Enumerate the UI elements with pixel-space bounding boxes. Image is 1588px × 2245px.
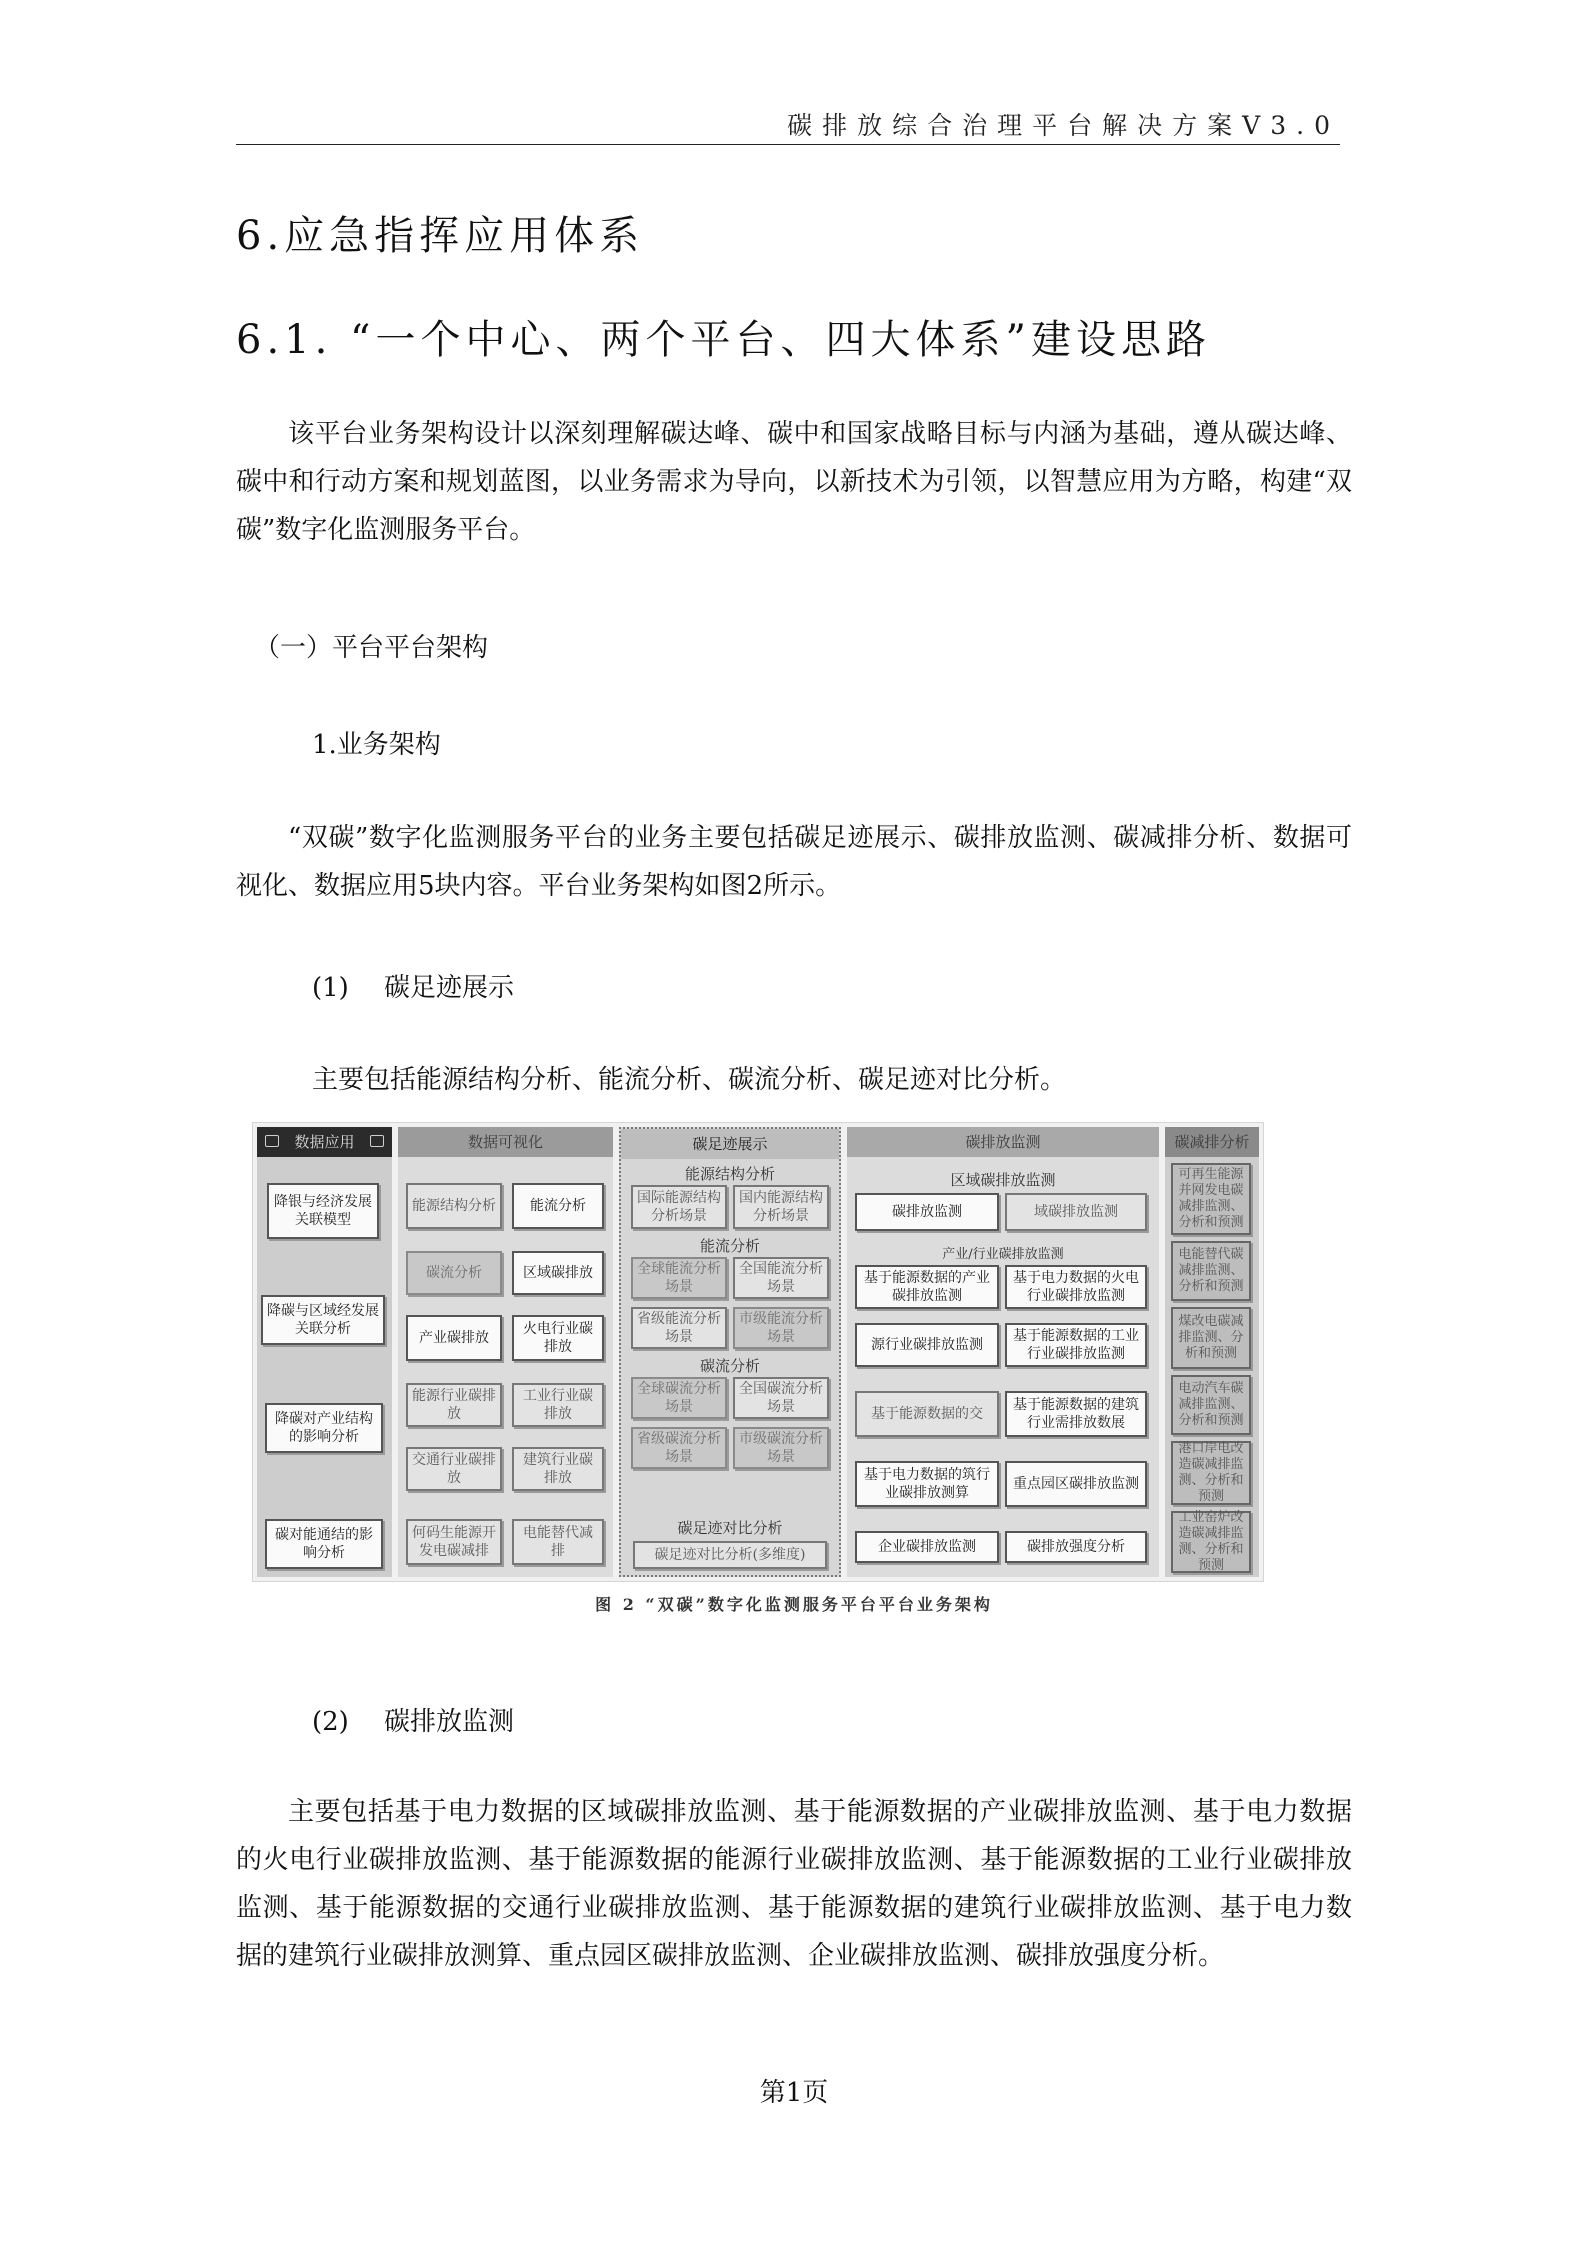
data-app-box: 降银与经济发展关联模型 <box>267 1183 379 1239</box>
red-box: 电动汽车碳减排监测、分析和预测 <box>1171 1375 1251 1435</box>
mon-region-title: 区域碳排放监测 <box>950 1171 1056 1189</box>
running-title: 碳排放综合治理平台解决方案V3.0 <box>787 111 1340 140</box>
mon-box: 基于能源数据的建筑行业需排放数展 <box>1005 1391 1147 1437</box>
visualization-column <box>398 1127 613 1577</box>
mon-box: 基于电力数据的筑行业碳排放测算 <box>855 1461 999 1507</box>
data-app-column <box>257 1127 392 1577</box>
item1-text: 主要包括能源结构分析、能流分析、碳流分析、碳足迹对比分析。 <box>312 1065 1067 1095</box>
vis-box: 能源结构分析 <box>406 1183 502 1229</box>
fp-box: 市级碳流分析场景 <box>733 1427 829 1469</box>
monitoring-column <box>847 1127 1159 1577</box>
vis-box: 建筑行业碳排放 <box>512 1447 604 1491</box>
vis-box: 电能替代减排 <box>512 1519 604 1565</box>
subsection-title: 1.业务架构 <box>312 730 441 760</box>
mon-box: 企业碳排放监测 <box>855 1531 999 1563</box>
red-box: 电能替代碳减排监测、分析和预测 <box>1171 1241 1251 1301</box>
fp-box: 全球能流分析场景 <box>631 1257 727 1299</box>
mon-box: 源行业碳排放监测 <box>855 1323 999 1367</box>
mon-box: 基于能源数据的交 <box>855 1391 999 1437</box>
intro-paragraph: 该平台业务架构设计以深刻理解碳达峰、碳中和国家战略目标与内涵为基础，遵从碳达峰、碳中和行动方案和规划蓝图，以业务需求为导向，以新技术为引领，以智慧应用为方略，构建“双碳”数字化监测服务平台。 <box>236 419 1352 545</box>
item1-number: (1) <box>312 973 349 1003</box>
mon-box: 基于电力数据的火电行业碳排放监测 <box>1005 1265 1147 1309</box>
red-box: 工业窑炉改造碳减排监测、分析和预测 <box>1171 1511 1251 1573</box>
vis-box: 碳流分析 <box>406 1251 502 1295</box>
window-icon <box>265 1135 279 1147</box>
visualization-header: 数据可视化 <box>398 1127 613 1157</box>
reduction-column <box>1165 1127 1259 1577</box>
red-box: 港口岸电改造碳减排监测、分析和预测 <box>1171 1441 1251 1505</box>
fp-box: 国际能源结构分析场景 <box>631 1185 727 1229</box>
footprint-column <box>619 1127 841 1577</box>
vis-box: 火电行业碳排放 <box>512 1315 604 1361</box>
fp-box: 全国能流分析场景 <box>733 1257 829 1299</box>
data-app-header <box>257 1127 392 1157</box>
item2-text: 主要包括基于电力数据的区域碳排放监测、基于能源数据的产业碳排放监测、基于电力数据的火电行业碳排放监测、基于能源数据的能源行业碳排放监测、基于能源数据的工业行业碳排放监测、基于能源数据的交通行业碳排放监测、基于能源数据的建筑行业碳排放监测、基于电力数据的建筑行业碳排放测算、重点园区碳排放监测、企业碳排放监测、碳排放强度分析。 <box>236 1797 1352 1971</box>
mon-box: 基于能源数据的工业行业碳排放监测 <box>1005 1323 1147 1367</box>
vis-box: 交通行业碳排放 <box>406 1447 502 1491</box>
business-paragraph: “双碳”数字化监测服务平台的业务主要包括碳足迹展示、碳排放监测、碳减排分析、数据可视化、数据应用5块内容。平台业务架构如图2所示。 <box>236 823 1352 901</box>
fp-box: 省级能流分析场景 <box>631 1307 727 1349</box>
mon-box: 碳排放监测 <box>855 1193 999 1231</box>
fp-compare-box: 碳足迹对比分析(多维度) <box>633 1541 827 1569</box>
fp-box: 国内能源结构分析场景 <box>733 1185 829 1229</box>
fp-box: 全球碳流分析场景 <box>631 1377 727 1419</box>
vis-box: 何码生能源开发电碳减排 <box>406 1519 502 1565</box>
fp-box: 市级能流分析场景 <box>733 1307 829 1349</box>
fp-box: 全国碳流分析场景 <box>733 1377 829 1419</box>
mon-box: 域碳排放监测 <box>1005 1193 1147 1231</box>
vis-box: 能流分析 <box>512 1183 604 1229</box>
data-app-box: 降碳与区域经发展关联分析 <box>261 1295 385 1345</box>
mon-industry-title: 产业/行业碳排放监测 <box>942 1247 1064 1262</box>
vis-box: 产业碳排放 <box>406 1315 502 1361</box>
section-title: （一）平台平台架构 <box>254 633 489 663</box>
fp-carbon-title: 碳流分析 <box>699 1357 760 1375</box>
heading-2: 6.1. “一个中心、两个平台、四大体系”建设思路 <box>236 317 1211 363</box>
running-header <box>236 108 1340 145</box>
fp-compare-title: 碳足迹对比分析 <box>677 1519 783 1537</box>
vis-box: 工业行业碳排放 <box>512 1383 604 1427</box>
mon-box: 基于能源数据的产业碳排放监测 <box>855 1265 999 1309</box>
window-icon <box>370 1135 384 1147</box>
fp-box: 省级碳流分析场景 <box>631 1427 727 1469</box>
red-box: 可再生能源并网发电碳减排监测、分析和预测 <box>1171 1163 1251 1235</box>
vis-box: 能源行业碳排放 <box>406 1383 502 1427</box>
item1-title: 碳足迹展示 <box>384 973 515 1003</box>
data-app-box: 碳对能通结的影响分析 <box>265 1519 383 1569</box>
fp-flow-title: 能流分析 <box>699 1237 760 1255</box>
item2-title: 碳排放监测 <box>384 1707 515 1737</box>
page-number: 第1页 <box>759 2078 829 2108</box>
data-app-box: 降碳对产业结构的影响分析 <box>265 1403 383 1453</box>
data-app-title: 数据应用 <box>294 1133 355 1151</box>
mon-box: 重点园区碳排放监测 <box>1005 1461 1147 1507</box>
footprint-header: 碳足迹展示 <box>621 1129 839 1159</box>
item2-number: (2) <box>312 1707 349 1737</box>
heading-1: 6.应急指挥应用体系 <box>236 213 645 259</box>
figure-caption: 图 2 “双碳”数字化监测服务平台平台业务架构 <box>595 1595 993 1614</box>
reduction-header: 碳减排分析 <box>1165 1127 1259 1157</box>
red-box: 煤改电碳减排监测、分析和预测 <box>1171 1307 1251 1369</box>
mon-box: 碳排放强度分析 <box>1005 1531 1147 1563</box>
monitoring-header: 碳排放监测 <box>847 1127 1159 1157</box>
business-architecture-figure <box>252 1122 1264 1582</box>
fp-energy-title: 能源结构分析 <box>684 1165 775 1183</box>
vis-box: 区域碳排放 <box>512 1251 604 1295</box>
